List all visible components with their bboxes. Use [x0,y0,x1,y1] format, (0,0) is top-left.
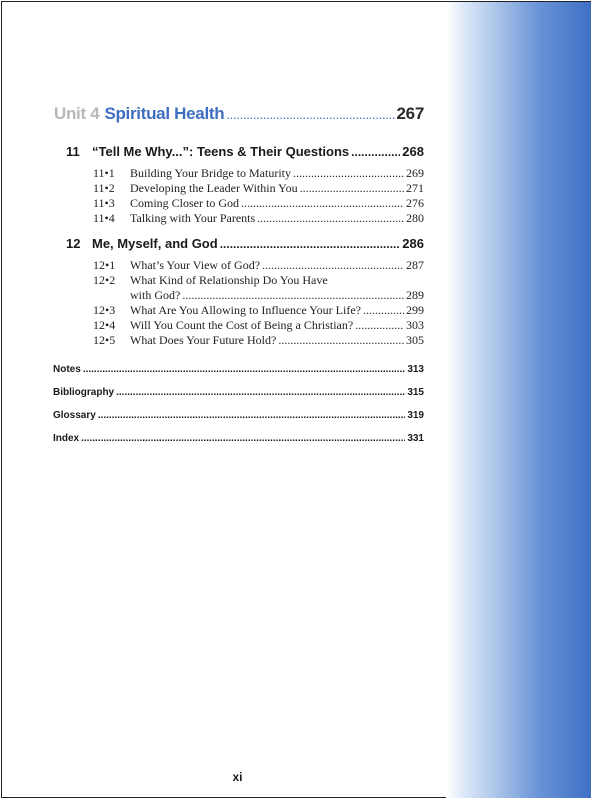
section-number: 11•2 [93,181,115,195]
section-page-number: 303 [406,318,424,332]
leader-dots [98,410,406,421]
toc-section-row [93,318,424,333]
section-number: 12•1 [93,258,116,272]
leader-dots [116,387,405,398]
chapter-heading [66,236,424,251]
chapter-title: Me, Myself, and God [92,236,218,251]
section-title-line-2: with God? [130,288,181,302]
leader-dots [300,181,404,196]
unit-label: Unit 4 [54,104,100,123]
section-title: Developing the Leader Within You [130,181,298,195]
section-page-number: 305 [406,333,424,347]
toc-section-row [93,333,424,348]
leader-dots [355,318,404,333]
leader-dots [363,303,404,318]
section-title: Talking with Your Parents [130,211,256,225]
toc-section-row [93,181,424,196]
chapter-title: “Tell Me Why...”: Teens & Their Questions [92,144,350,159]
toc-section-row [93,273,424,288]
section-title: Building Your Bridge to Maturity [130,166,292,180]
back-matter-page-number: 313 [407,364,424,375]
section-number: 11•3 [93,196,115,210]
back-matter-page-number: 315 [407,387,424,398]
chapter-number: 11 [66,144,80,159]
unit-title: Spiritual Health [104,104,225,123]
back-matter-glossary [53,410,424,421]
section-title: Will You Count the Cost of Being a Christian? [130,318,354,332]
leader-dots [293,166,404,181]
back-matter-title: Notes [53,364,81,375]
back-matter-bibliography [53,387,424,398]
section-title: Coming Closer to God [130,196,240,210]
leader-dots [278,333,404,348]
section-page-number: 276 [406,196,424,210]
chapter-number: 12 [66,236,81,251]
section-number: 11•4 [93,211,115,225]
page-folio: xi [232,770,243,784]
back-matter-title: Bibliography [53,387,115,398]
back-matter-notes [53,364,424,375]
back-matter-page-number: 331 [407,433,424,444]
toc-section-row [93,211,424,226]
section-page-number: 289 [406,288,424,302]
toc-section-row-continued [130,288,424,303]
back-matter-page-number: 319 [407,410,424,421]
section-title-line-1: What Kind of Relationship Do You Have [130,273,328,287]
unit-page-number: 267 [396,104,424,123]
chapter-heading [66,144,424,159]
back-matter-title: Glossary [53,410,96,421]
section-number: 12•5 [93,333,116,347]
toc-section-row [93,303,424,318]
leader-dots [241,196,404,211]
section-number: 12•2 [93,273,116,287]
leader-dots [182,288,404,303]
section-page-number: 271 [406,181,424,195]
chapter-page-number: 268 [402,144,424,159]
section-page-number: 299 [406,303,424,317]
section-title: What Does Your Future Hold? [130,333,277,347]
leader-dots [81,433,405,444]
section-page-number: 287 [406,258,424,272]
section-number: 11•1 [93,166,115,180]
back-matter-index [53,433,424,444]
back-matter-title: Index [53,433,80,444]
section-number: 12•4 [93,318,116,332]
leader-dots [220,237,401,251]
section-page-number: 269 [406,166,424,180]
chapter-page-number: 286 [402,236,424,251]
unit-heading [54,104,424,124]
section-number: 12•3 [93,303,116,317]
leader-dots [262,258,404,273]
section-page-number: 280 [406,211,424,225]
toc-section-row [93,258,424,273]
toc-section-row [93,196,424,211]
leader-dots [351,145,400,159]
toc-section-row [93,166,424,181]
section-title: What Are You Allowing to Influence Your Life? [130,303,361,317]
leader-dots [226,107,394,122]
leader-dots [83,364,406,375]
leader-dots [257,211,404,226]
section-title: What’s Your View of God? [130,258,261,272]
